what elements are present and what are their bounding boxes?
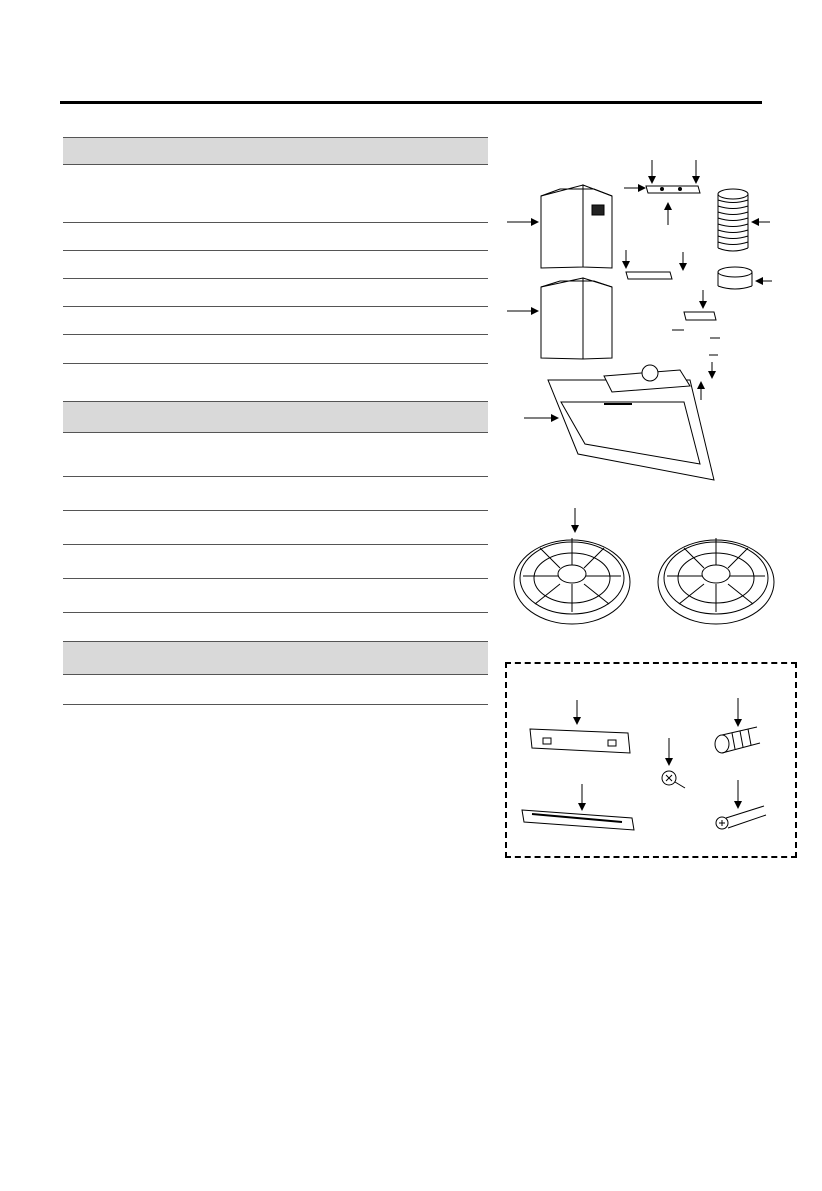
carbon-filter-icon [514, 538, 630, 624]
hood-body-glass-panel-icon [548, 365, 714, 480]
lower-chimney-cover-icon [541, 278, 612, 359]
flexible-duct-icon [718, 189, 748, 251]
upper-chimney-cover-icon [541, 185, 612, 268]
chimney-bracket-icon [646, 186, 700, 193]
wall-bracket-icon [626, 272, 672, 279]
accessories-box [505, 662, 797, 858]
air-outlet-adapter-icon [718, 267, 752, 289]
carbon-filter-icon [658, 538, 774, 624]
